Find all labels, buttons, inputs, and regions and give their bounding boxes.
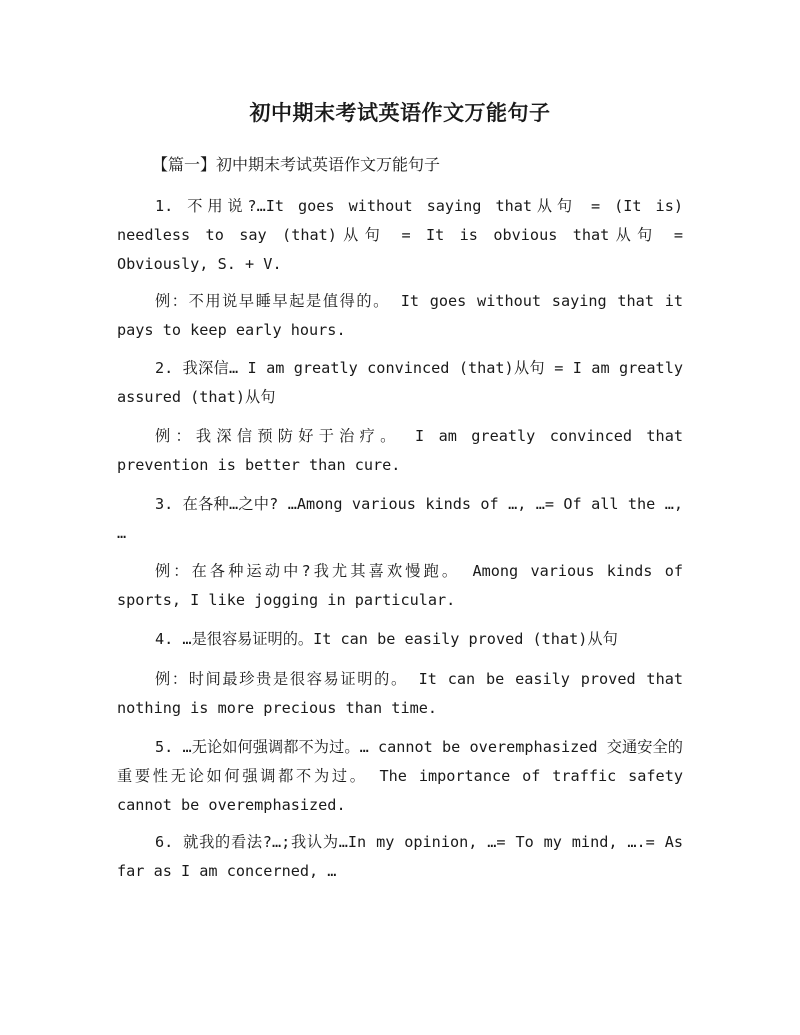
paragraph-example-4: 例：时间最珍贵是很容易证明的。 It can be easily proved that nothing is more precious than time. (117, 670, 683, 717)
paragraph-item-3: 3. 在各种…之中? …Among various kinds of …, …= Of all the …, … (117, 495, 683, 542)
paragraph-item-2: 2. 我深信… I am greatly convinced (that)从句 = I am greatly assured (that)从句 (117, 359, 683, 406)
paragraph-item-6: 6. 就我的看法?…;我认为…In my opinion, …= To my mind, ….= As far as I am concerned, … (117, 833, 683, 880)
section-heading: 【篇一】初中期末考试英语作文万能句子 (152, 155, 441, 174)
paragraph-item-5: 5. …无论如何强调都不为过。… cannot be overemphasized 交通安全的重要性无论如何强调都不为过。 The importance of traffic safety cannot be overemphasized. (117, 738, 683, 814)
paragraph-example-2: 例：我深信预防好于治疗。 I am greatly convinced that prevention is better than cure. (117, 427, 683, 474)
paragraph-item-1: 1. 不用说?…It goes without saying that从句 = (It is) needless to say (that)从句 = It is obvious that从句 = Obviously, S. + V. (117, 197, 683, 273)
paragraph-item-4: 4. …是很容易证明的。It can be easily proved (that)从句 (155, 630, 618, 648)
document-title: 初中期末考试英语作文万能句子 (249, 101, 551, 125)
paragraph-example-1: 例：不用说早睡早起是值得的。 It goes without saying that it pays to keep early hours. (117, 292, 683, 339)
paragraph-example-3: 例：在各种运动中?我尤其喜欢慢跑。 Among various kinds of sports, I like jogging in particular. (117, 562, 683, 609)
